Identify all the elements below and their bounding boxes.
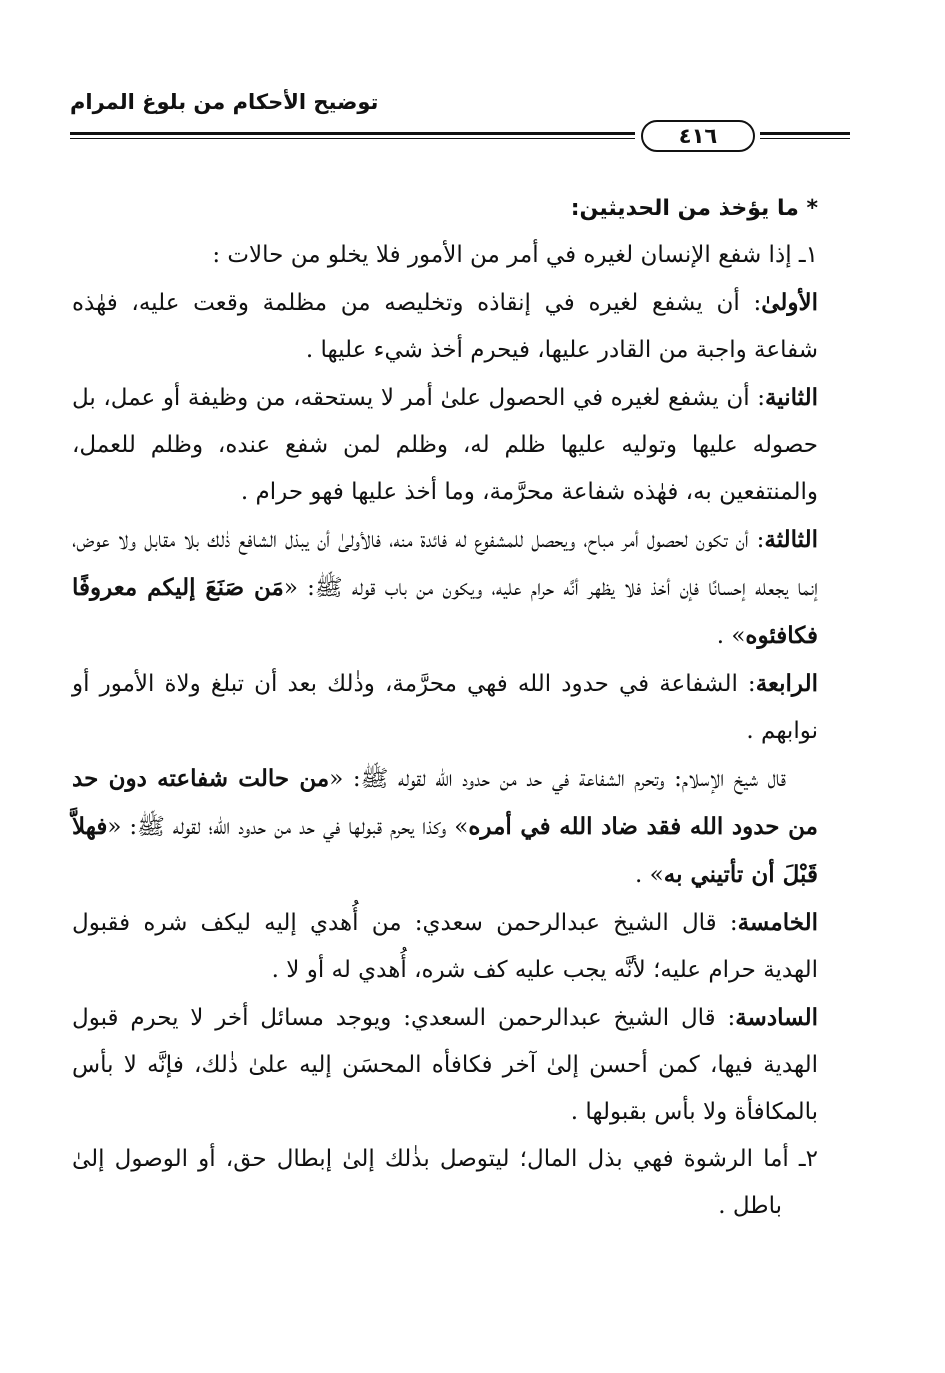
header-rule-right — [760, 132, 850, 142]
case-third-label: الثالثة — [764, 526, 818, 553]
page-header — [70, 90, 850, 160]
case-fifth-text: : قال الشيخ عبدالرحمن سعدي: من أُهدي إليه ليكف شره فقبول الهدية حرام عليه؛ لأنَّه يجب عليه كف شره، أُهدي له أو لا . — [72, 910, 818, 983]
page-body — [72, 185, 818, 1230]
point-2: ٢ـ أما الرشوة فهي بذل المال؛ ليتوصل بذٰلك إلىٰ إبطال حق، أو الوصول إلىٰ باطل . — [72, 1146, 818, 1219]
case-first-label: الأولىٰ — [761, 289, 818, 316]
running-title: توضيح الأحكام من بلوغ المرام — [70, 90, 379, 114]
ibn-taymiyya-text-b: » وكذا يحرم قبولها في حد من حدود الله؛ لقوله ﷺ: « — [107, 814, 469, 840]
case-second-text: : أن يشفع لغيره في الحصول علىٰ أمر لا يستحقه، من وظيفة أو عمل، بل حصوله عليها وتوليه عليها ظلم له، وظلم لمن شفع عنده، وظلم للعمل، والمنتفعين به، فهٰذه شفاعة محرَّمة، وما أخذ عليها فهو حرام . — [72, 385, 818, 505]
case-fourth-text: : الشفاعة في حدود الله فهي محرَّمة، وذٰلك بعد أن تبلغ ولاة الأمور أو نوابهم . — [72, 671, 818, 744]
case-third-hadith: مَن صَنَعَ إليكم معروفًا فكافئوه — [72, 574, 818, 649]
point-1-intro: ١ـ إذا شفع الإنسان لغيره في أمر من الأمور فلا يخلو من حالات : — [212, 242, 818, 268]
case-second-label: الثانية — [764, 384, 818, 411]
case-sixth-text: : قال الشيخ عبدالرحمن السعدي: ويوجد مسائل أخر لا يحرم قبول الهدية فيها، كمن أحسن إلىٰ آخر فكافأه المحسَن إليه علىٰ ذٰلك، فإنَّه لا بأس بالمكافأة ولا بأس بقبولها . — [72, 1005, 818, 1125]
ibn-taymiyya-text-a: قال شيخ الإسلام: وتحرم الشفاعة في حد من حدود الله لقوله ﷺ: « — [329, 766, 786, 792]
case-sixth — [72, 994, 818, 1136]
ibn-taymiyya-end: » . — [635, 862, 664, 888]
ibn-taymiyya-quote — [72, 755, 818, 899]
case-first-text: : أن يشفع لغيره في إنقاذه وتخليصه من مظلمة وقعت عليه، فهٰذه شفاعة واجبة من القادر عليها، فيحرم أخذ شيء عليها . — [72, 290, 818, 363]
ibn-taymiyya-hadith-1: من حالت شفاعته دون حد من حدود الله فقد ضاد الله في أمره — [72, 765, 818, 840]
case-third — [72, 516, 818, 660]
case-fourth-label: الرابعة — [755, 670, 818, 697]
page-number: ٤١٦ — [641, 120, 755, 152]
case-first — [72, 279, 818, 374]
header-rule-left — [70, 132, 635, 142]
case-third-end: » . — [716, 623, 746, 649]
ibn-taymiyya-hadith-2: فهلاَّ قَبْلَ أن تأتيني به — [72, 813, 818, 888]
case-second — [72, 374, 818, 516]
case-third-text: : أن تكون لحصول أمر مباح، ويحصل للمشفوع له فائدة منه، فالأولىٰ أن يبذل الشافع ذٰلك بلا مقابل ولا عوض، إنما يجعله إحسانًا فإن أخذ فلا يظهر أنَّه حرام عليه، ويكون من باب قوله ﷺ: « — [72, 527, 819, 601]
case-fifth — [72, 899, 818, 994]
case-fifth-label: الخامسة — [737, 909, 818, 936]
case-fourth — [72, 660, 818, 755]
case-sixth-label: السادسة — [735, 1004, 818, 1031]
section-heading: * ما يؤخذ من الحديثين: — [570, 196, 818, 221]
